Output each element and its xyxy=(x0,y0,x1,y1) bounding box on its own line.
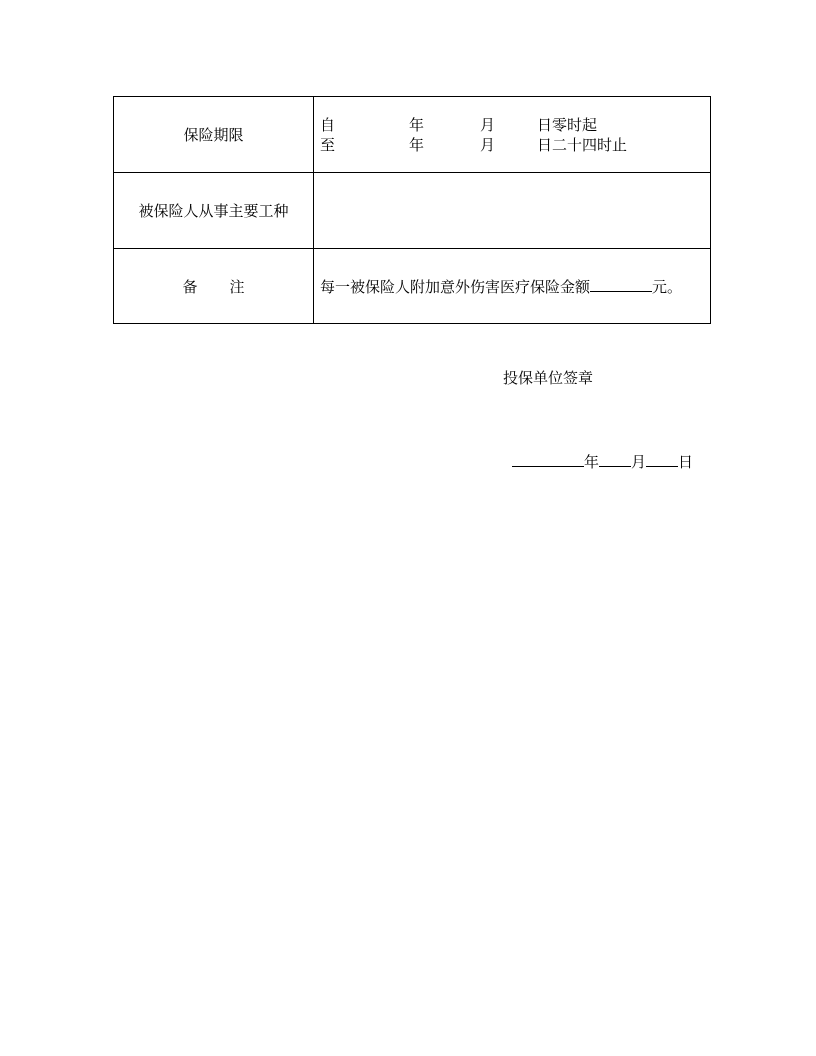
remarks-text: 每一被保险人附加意外伤害医疗保险金额 xyxy=(320,277,591,296)
remarks-label-part-2: 注 xyxy=(229,277,245,296)
period-start-day: 日零时起 xyxy=(537,115,598,134)
remarks-label-part-1: 备 xyxy=(182,277,198,296)
signature-date xyxy=(512,452,693,472)
period-start-prefix: 自 xyxy=(320,115,336,134)
insurance-period-label: 保险期限 xyxy=(114,97,314,173)
period-start-year: 年 xyxy=(409,115,425,134)
remarks-suffix: 元。 xyxy=(652,277,683,296)
period-end-prefix: 至 xyxy=(320,135,336,154)
date-year-blank[interactable] xyxy=(512,452,584,467)
table-row-remarks xyxy=(114,249,711,324)
period-end-day: 日二十四时止 xyxy=(537,135,628,154)
period-end-month: 月 xyxy=(480,135,496,154)
period-start-month: 月 xyxy=(480,115,496,134)
main-occupation-field[interactable] xyxy=(314,173,711,249)
date-day-blank[interactable] xyxy=(646,452,678,467)
date-month-label: 月 xyxy=(631,453,647,471)
insurance-period-value xyxy=(314,97,711,173)
date-year-label: 年 xyxy=(584,453,600,471)
date-month-blank[interactable] xyxy=(599,452,631,467)
period-start-line xyxy=(320,115,710,135)
period-end-line xyxy=(320,135,710,155)
table-row-insurance-period xyxy=(114,97,711,173)
applicant-signature-label: 投保单位签章 xyxy=(503,369,594,387)
medical-amount-blank[interactable] xyxy=(590,277,652,292)
remarks-value xyxy=(314,249,711,324)
period-end-year: 年 xyxy=(409,135,425,154)
date-day-label: 日 xyxy=(678,453,694,471)
table-row-main-occupation xyxy=(114,173,711,249)
remarks-label xyxy=(114,249,314,324)
main-occupation-label: 被保险人从事主要工种 xyxy=(114,173,314,249)
insurance-form-table xyxy=(113,96,711,324)
